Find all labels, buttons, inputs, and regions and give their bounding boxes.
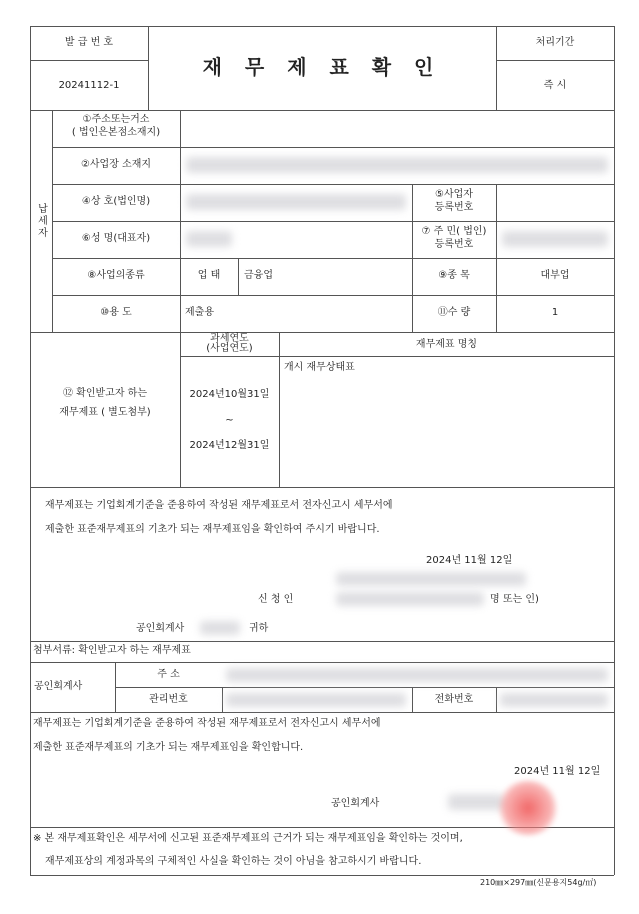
cpa-address-label: 주 소 [157, 669, 180, 680]
resident-number-label-sub: 등록번호 [434, 239, 474, 250]
representative-label: ⑥성 명(대표자) [81, 233, 151, 244]
redacted-representative [186, 231, 232, 247]
cpa-section-label: 공인회계사 [34, 681, 83, 692]
cpa-management-number-label: 관리번호 [149, 694, 188, 705]
attachment-note: 첨부서류: 확인받고자 하는 재무제표 [33, 645, 191, 656]
processing-period-value: 즉 시 [543, 80, 567, 91]
confirm-date: 2024년 11월 12일 [514, 766, 601, 777]
period-from: 2024년10월31일 [189, 389, 270, 400]
workplace-label: ②사업장 소재지 [80, 159, 152, 170]
seal-stamp [496, 780, 560, 836]
request-text-line-1: 재무제표는 기업회계기준을 준용하여 작성된 재무제표로서 전자신고시 세무서에 [45, 500, 393, 511]
cpa-phone-label: 전화번호 [434, 694, 474, 705]
redacted-management-number [226, 693, 406, 707]
resident-number-label: ⑦ 주 민( 법인) [421, 226, 487, 237]
honorific-label: 귀하 [249, 623, 269, 634]
document-title: 재 무 제 표 확 인 [202, 55, 442, 79]
business-item-value: 대부업 [540, 270, 570, 281]
redacted-accountant-name [200, 621, 240, 635]
confirm-text-line-1: 재무제표는 기업회계기준을 준용하여 작성된 재무제표로서 전자신고시 세무서에 [33, 718, 381, 729]
paper-spec-footer: 210㎜×297㎜(신문용지54g/㎡) [480, 878, 597, 887]
signature-label: 명 또는 인) [490, 594, 539, 605]
issue-number: 20241112-1 [58, 80, 120, 91]
business-category-label: 업 태 [197, 270, 221, 281]
statement-name-header: 재무제표 명칭 [415, 339, 478, 350]
period-tilde: ~ [225, 415, 234, 426]
fiscal-year-header: 과세연도 [210, 333, 249, 344]
business-number-label: ⑤사업자 [435, 189, 473, 200]
business-category-value: 금융업 [244, 270, 273, 281]
company-name-label: ④상 호(법인명) [81, 196, 151, 207]
request-text-line-2: 제출한 표준재무제표의 기초가 되는 재무제표임을 확인하여 주시기 바랍니다. [45, 524, 380, 535]
business-number-label-sub: 등록번호 [434, 202, 474, 213]
period-to: 2024년12월31일 [189, 440, 270, 451]
redacted-phone-number [500, 693, 608, 707]
quantity-label: ⑪수 량 [437, 307, 471, 318]
redacted-company-name [186, 194, 406, 210]
redacted-workplace [186, 157, 608, 173]
redacted-resident-number [502, 231, 608, 247]
request-date: 2024년 11월 12일 [426, 555, 513, 566]
business-item-label: ⑨종 목 [438, 270, 470, 281]
purpose-value: 제출용 [185, 307, 214, 318]
note-line-2: 재무제표상의 계정과목의 구체적인 사실을 확인하는 것이 아님을 참고하시기 바랍니다. [45, 856, 422, 867]
applicant-label: 신 청 인 [258, 594, 294, 605]
confirm-text-line-2: 제출한 표준재무제표의 기초가 되는 재무제표임을 확인합니다. [33, 742, 304, 753]
address-label-sub: ( 법인은본점소재지) [71, 127, 161, 138]
statement-request-label: ⑫ 확인받고자 하는 [63, 388, 147, 399]
redacted-cpa-address [226, 668, 608, 682]
confirm-accountant-label: 공인회계사 [331, 798, 380, 809]
taxpayer-side-label-box [30, 110, 52, 332]
business-type-label: ⑧사업의종류 [87, 270, 145, 281]
redacted-applicant-name [336, 592, 484, 606]
note-line-1: ※ 본 재무제표확인은 세무서에 신고된 표준재무제표의 근거가 되는 재무제표임을 확인하는 것이며, [33, 833, 463, 844]
statement-request-label-sub: 재무제표 ( 별도첨부) [59, 407, 151, 418]
taxpayer-side-label: 납세자 [35, 203, 47, 239]
purpose-label: ⑩용 도 [100, 307, 132, 318]
addressee-accountant-label: 공인회계사 [136, 623, 185, 634]
fiscal-year-header-sub: (사업연도) [206, 343, 253, 354]
redacted-applicant-address [336, 572, 526, 586]
quantity-value: 1 [551, 307, 559, 318]
statement-name-value: 개시 재무상태표 [284, 362, 355, 373]
issue-number-label: 발 급 번 호 [64, 37, 114, 48]
address-label: ①주소또는거소 [82, 114, 150, 125]
processing-period-label: 처리기간 [535, 37, 575, 48]
